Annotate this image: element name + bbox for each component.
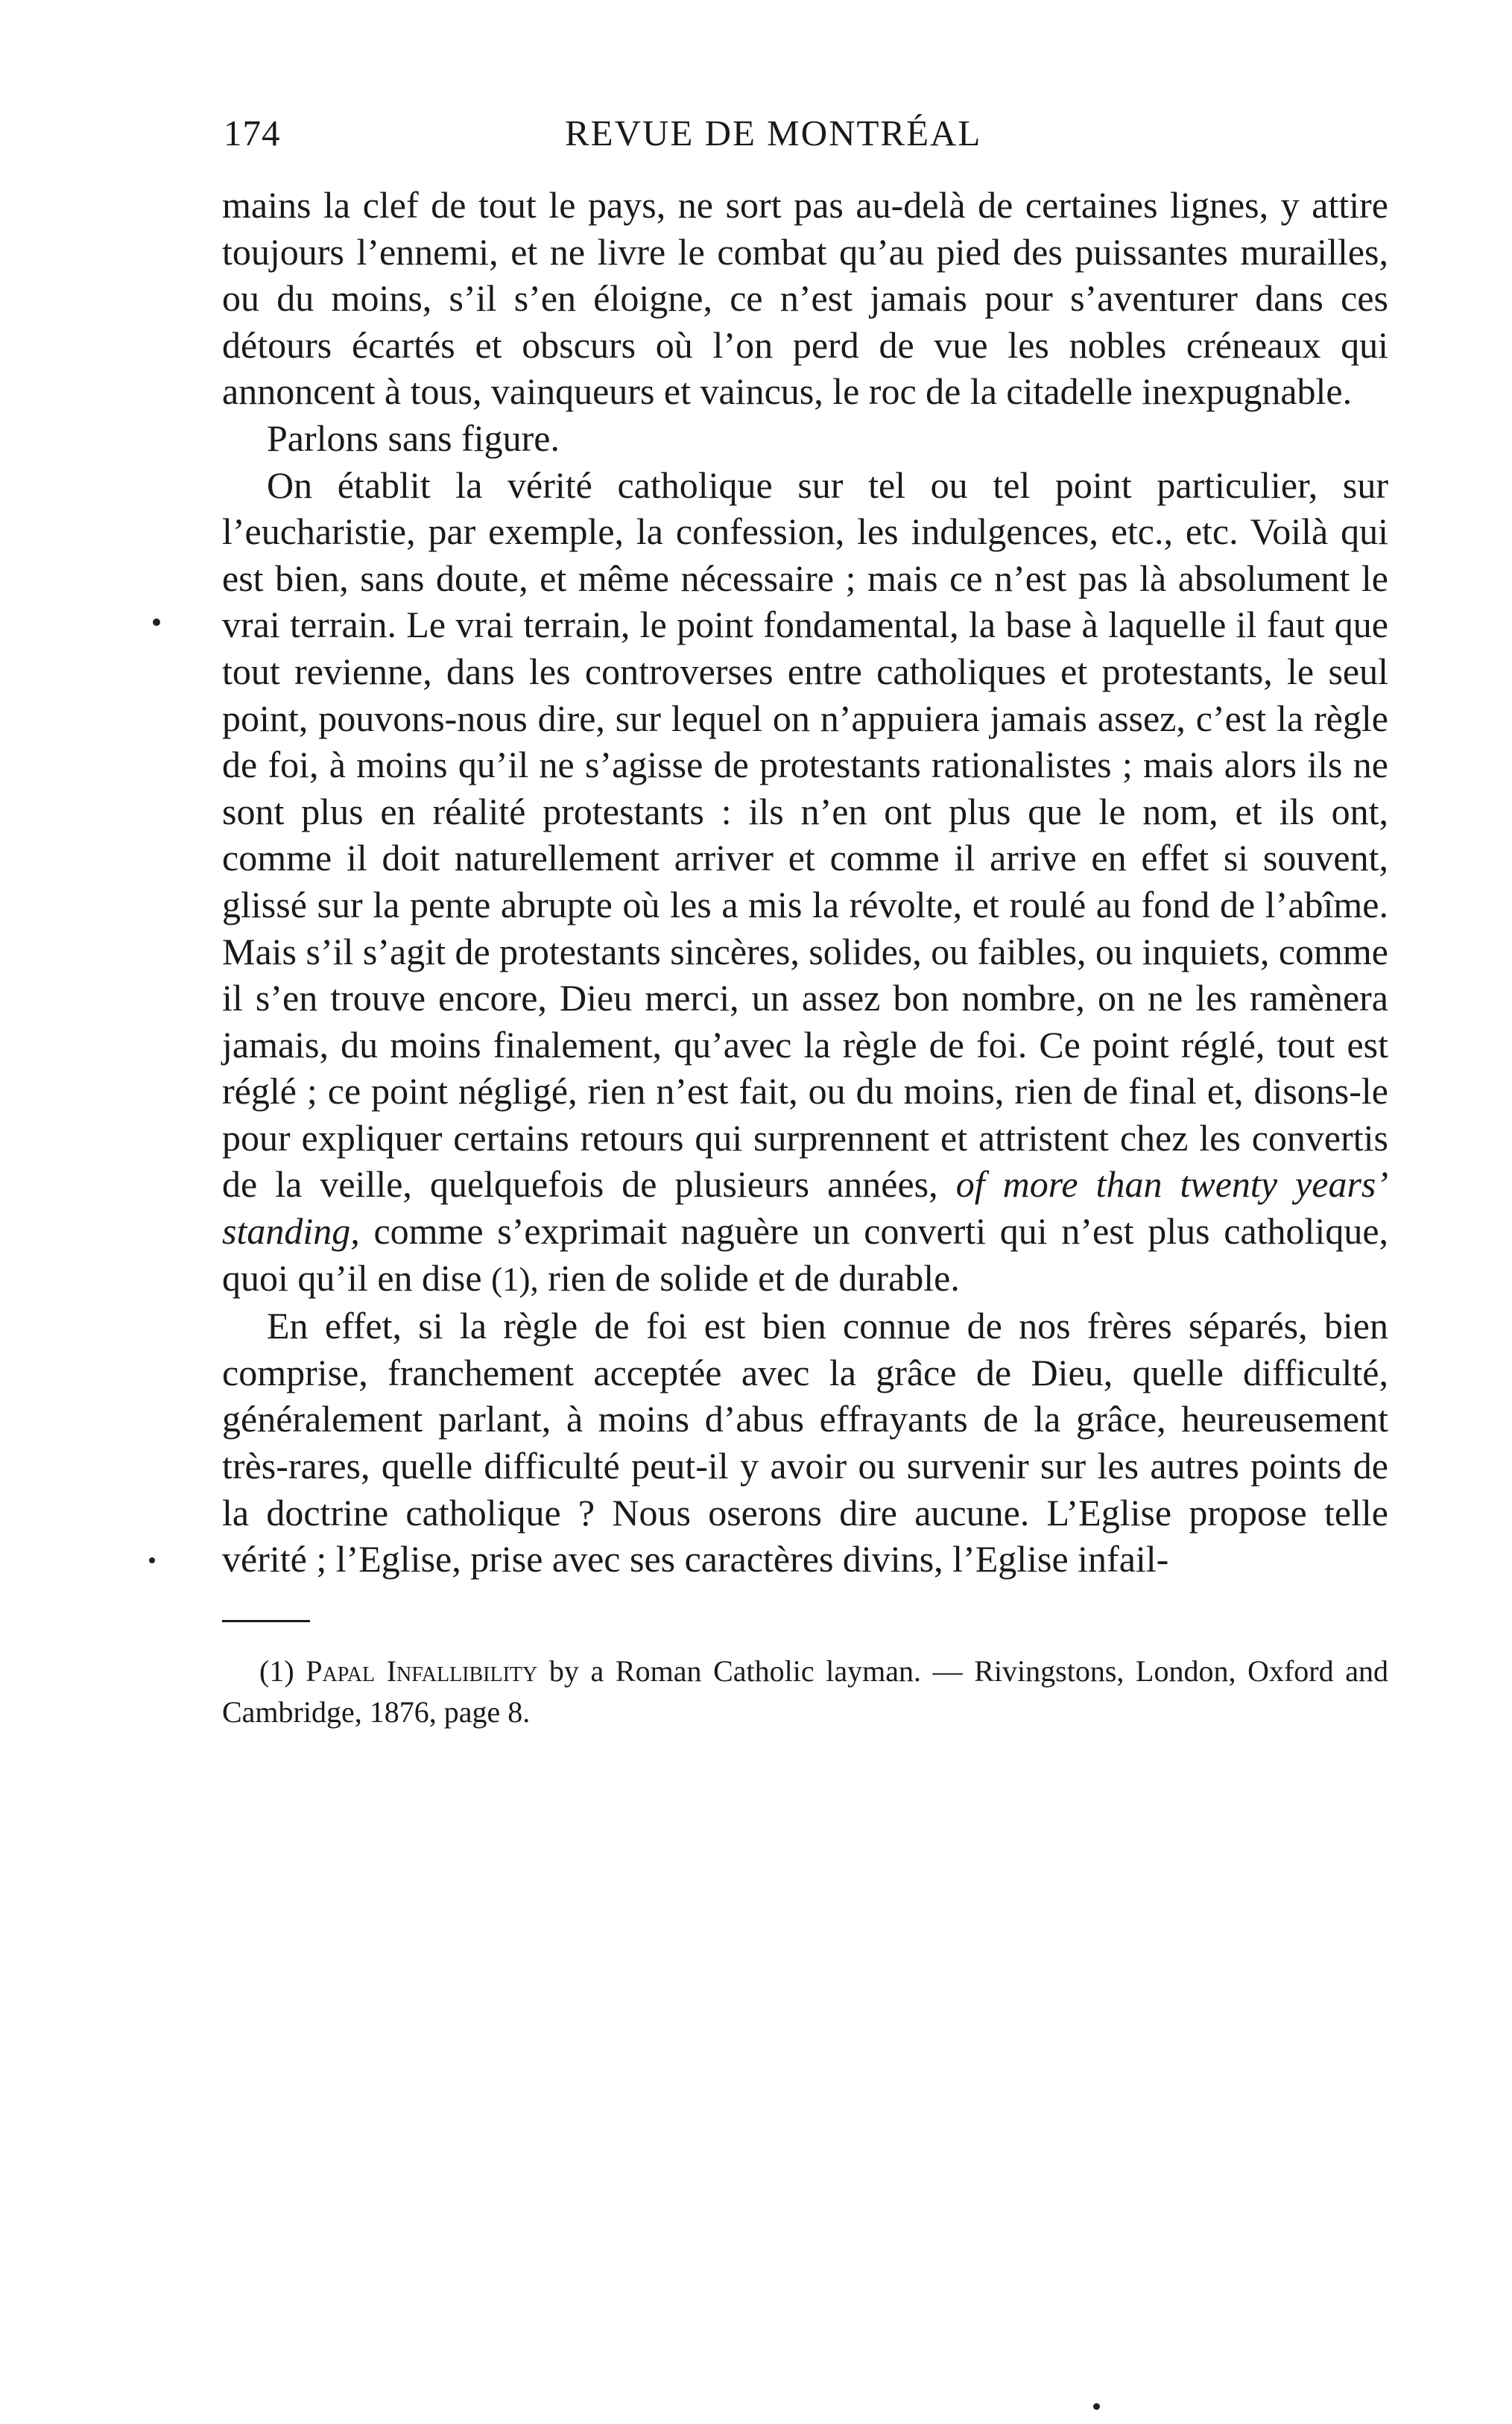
- footnote-citation: by a Roman Catholic layman. — Rivingstons, London, Oxford and Cambridge, 1876, page 8.: [222, 1654, 1389, 1729]
- book-page: [222, 112, 1388, 1762]
- body-text: [222, 182, 1388, 1583]
- page-number: 174: [224, 113, 281, 154]
- footnote-marker: (1): [259, 1654, 294, 1688]
- paragraph-verite-text-3: rien de solide et de durable.: [548, 1256, 960, 1299]
- italic-quote: of more than twenty years’ standing,: [222, 1163, 1389, 1253]
- footnote-book-title: Papal Infallibility: [306, 1654, 538, 1688]
- scan-speck: [149, 1557, 155, 1563]
- scan-speck: [1093, 2403, 1100, 2410]
- footnote-divider: [222, 1620, 310, 1622]
- paragraph-verite-text: On établit la vérité catholique sur tel ou tel point particulier, sur l’eucharistie, par exemple, la confession, les indulgences, etc., etc. Voilà qui est bien, sans doute, et même nécessaire ; mais ce n’est pas là absolument le vrai terrain. Le vrai terrain, le point fondamental, la base à laquelle il faut que tout revienne, dans les controverses entre catholiques et protestants, le seul point, pouvons-nous dire, sur lequel on n’appuiera jamais assez, c’est la règle de foi, à moins qu’il ne s’agisse de protestants rationalistes ; mais alors ils ne sont plus en réalité protestants : ils n’en ont plus que le nom, et ils ont, comme il doit naturellement arriver et comme il arrive en effet si souvent, glissé sur la pente abrupte où les a mis la révolte, et roulé au fond de l’abîme. Mais s’il s’agit de protestants sincères, solides, ou faibles, ou inquiets, comme il s’en trouve encore, Dieu merci, un assez bon nombre, on ne les ramènera jamais, du moins finalement, qu’avec la règle de foi. Ce point réglé, tout est réglé ; ce point négligé, rien n’est fait, ou du moins, rien de final et, disons-le pour expliquer certains retours qui surprennent et attristent chez les convertis de la veille, quelquefois de plusieurs années,: [222, 463, 1388, 1206]
- footnote: [222, 1651, 1388, 1732]
- journal-title: REVUE DE MONTRÉAL: [565, 113, 982, 154]
- paragraph-continuation: mains la clef de tout le pays, ne sort pas au-delà de certaines lignes, y attire toujours l’ennemi, et ne livre le combat qu’au pied des puissantes murailles, ou du moins, s’il s’en éloigne, ce n’est jamais pour s’aventurer dans ces détours écartés et obscurs où l’on perd de vue les nobles créneaux qui annoncent à tous, vainqueurs et vaincus, le roc de la citadelle inexpugnable.: [222, 184, 1388, 413]
- running-head: [222, 112, 1388, 171]
- paragraph-en-effet: En effet, si la règle de foi est bien connue de nos frères séparés, bien comprise, franchement acceptée avec la grâce de Dieu, quelle difficulté, généralement parlant, à moins d’abus effrayants de la grâce, heureusement très-rares, quelle difficulté peut-il y avoir ou survenir sur les autres points de la doctrine catholique ? Nous oserons dire aucune. L’Eglise propose telle vérité ; l’Eglise, prise avec ses caractères divins, l’Eglise infail-: [222, 1305, 1388, 1580]
- scan-speck: [153, 618, 160, 626]
- paragraph-verite-text-2: comme s’exprimait naguère un converti qui n’est plus catholique, quoi qu’il en dise: [222, 1210, 1389, 1299]
- paragraph-verite: [222, 462, 1388, 1303]
- paragraph-parlons: Parlons sans figure.: [267, 417, 560, 459]
- footnote-reference: (1),: [491, 1260, 539, 1298]
